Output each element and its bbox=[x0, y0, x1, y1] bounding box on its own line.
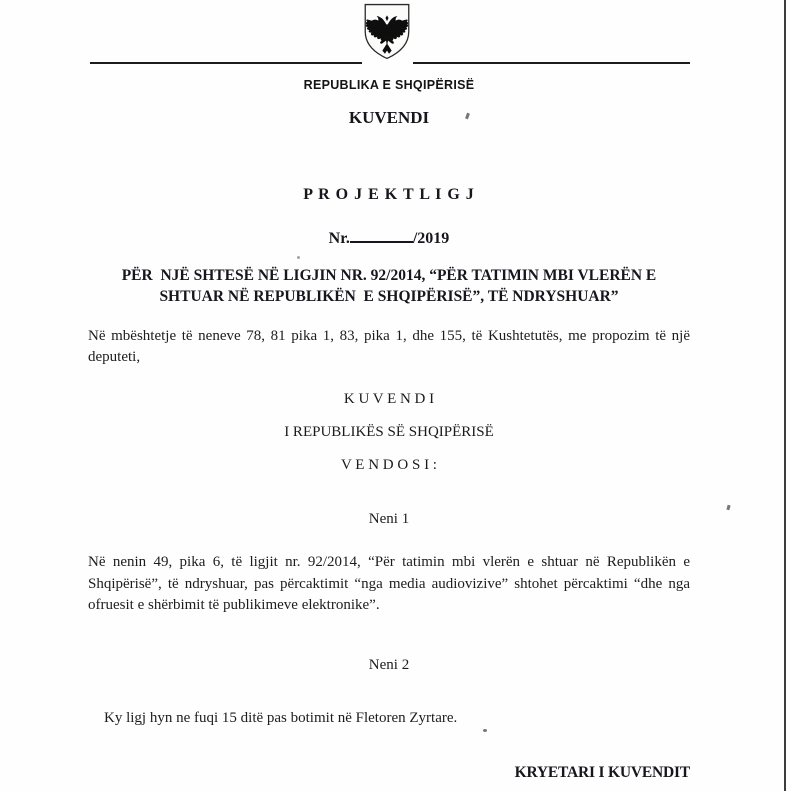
scan-artifact bbox=[726, 505, 730, 511]
number-prefix: Nr. bbox=[328, 230, 350, 247]
document-title bbox=[88, 265, 690, 307]
article1-heading: Neni 1 bbox=[368, 511, 410, 527]
document-title-line2: SHTUAR NË REPUBLIKËN E SHQIPËRISË”, TË NDRYSHUAR” bbox=[159, 288, 619, 305]
scan-artifact bbox=[297, 256, 300, 259]
page-edge-line bbox=[784, 0, 786, 791]
preamble bbox=[88, 326, 690, 368]
enacting-of-republic: I REPUBLIKËS SË SHQIPËRISË bbox=[284, 424, 494, 440]
enacting-decides: V E N D O S I : bbox=[341, 457, 437, 473]
preamble-line1: Në mbështetje të neneve 78, 81 pika 1, 83, pika 1, dhe 155, të Kushtetutës, me propozim të një bbox=[88, 328, 690, 344]
article1-line3: ofruesit e shërbimit të publikimeve elektronike”. bbox=[88, 597, 380, 613]
article2-heading: Neni 2 bbox=[368, 657, 410, 673]
preamble-line2: deputeti, bbox=[88, 349, 141, 365]
number-blank-underline bbox=[350, 227, 413, 243]
header-rule-right bbox=[413, 62, 690, 64]
article2-body: Ky ligj hyn ne fuqi 15 ditë pas botimit në Fletoren Zyrtare. bbox=[104, 710, 458, 726]
document-number-line bbox=[88, 227, 690, 248]
article1-line2: Shqipërisë”, të ndryshuar, pas përcaktimit “nga media audiovizive” shtohet përcaktimi “dhe nga bbox=[88, 575, 690, 592]
republic-title: REPUBLIKA E SHQIPËRISË bbox=[303, 78, 475, 92]
article1-line1: Në nenin 49, pika 6, të ligjit nr. 92/2014, “Për tatimin mbi vlerën e shtuar në Republikën e bbox=[88, 554, 690, 570]
document-title-line1: PËR NJË SHTESË NË LIGJIN NR. 92/2014, “PËR TATIMIN MBI VLERËN E bbox=[121, 267, 657, 284]
number-suffix: /2019 bbox=[412, 230, 450, 247]
document-kind: P R O J E K T L I G J bbox=[303, 186, 475, 203]
signature-title: KRYETARI I KUVENDIT bbox=[514, 764, 690, 781]
enacting-assembly: K U V E N D I bbox=[343, 391, 435, 407]
albania-emblem-icon bbox=[361, 3, 413, 60]
scan-artifact bbox=[483, 729, 487, 732]
article1-body bbox=[88, 552, 690, 617]
assembly-title: KUVENDI bbox=[348, 108, 430, 127]
header-rule-left bbox=[90, 62, 362, 64]
